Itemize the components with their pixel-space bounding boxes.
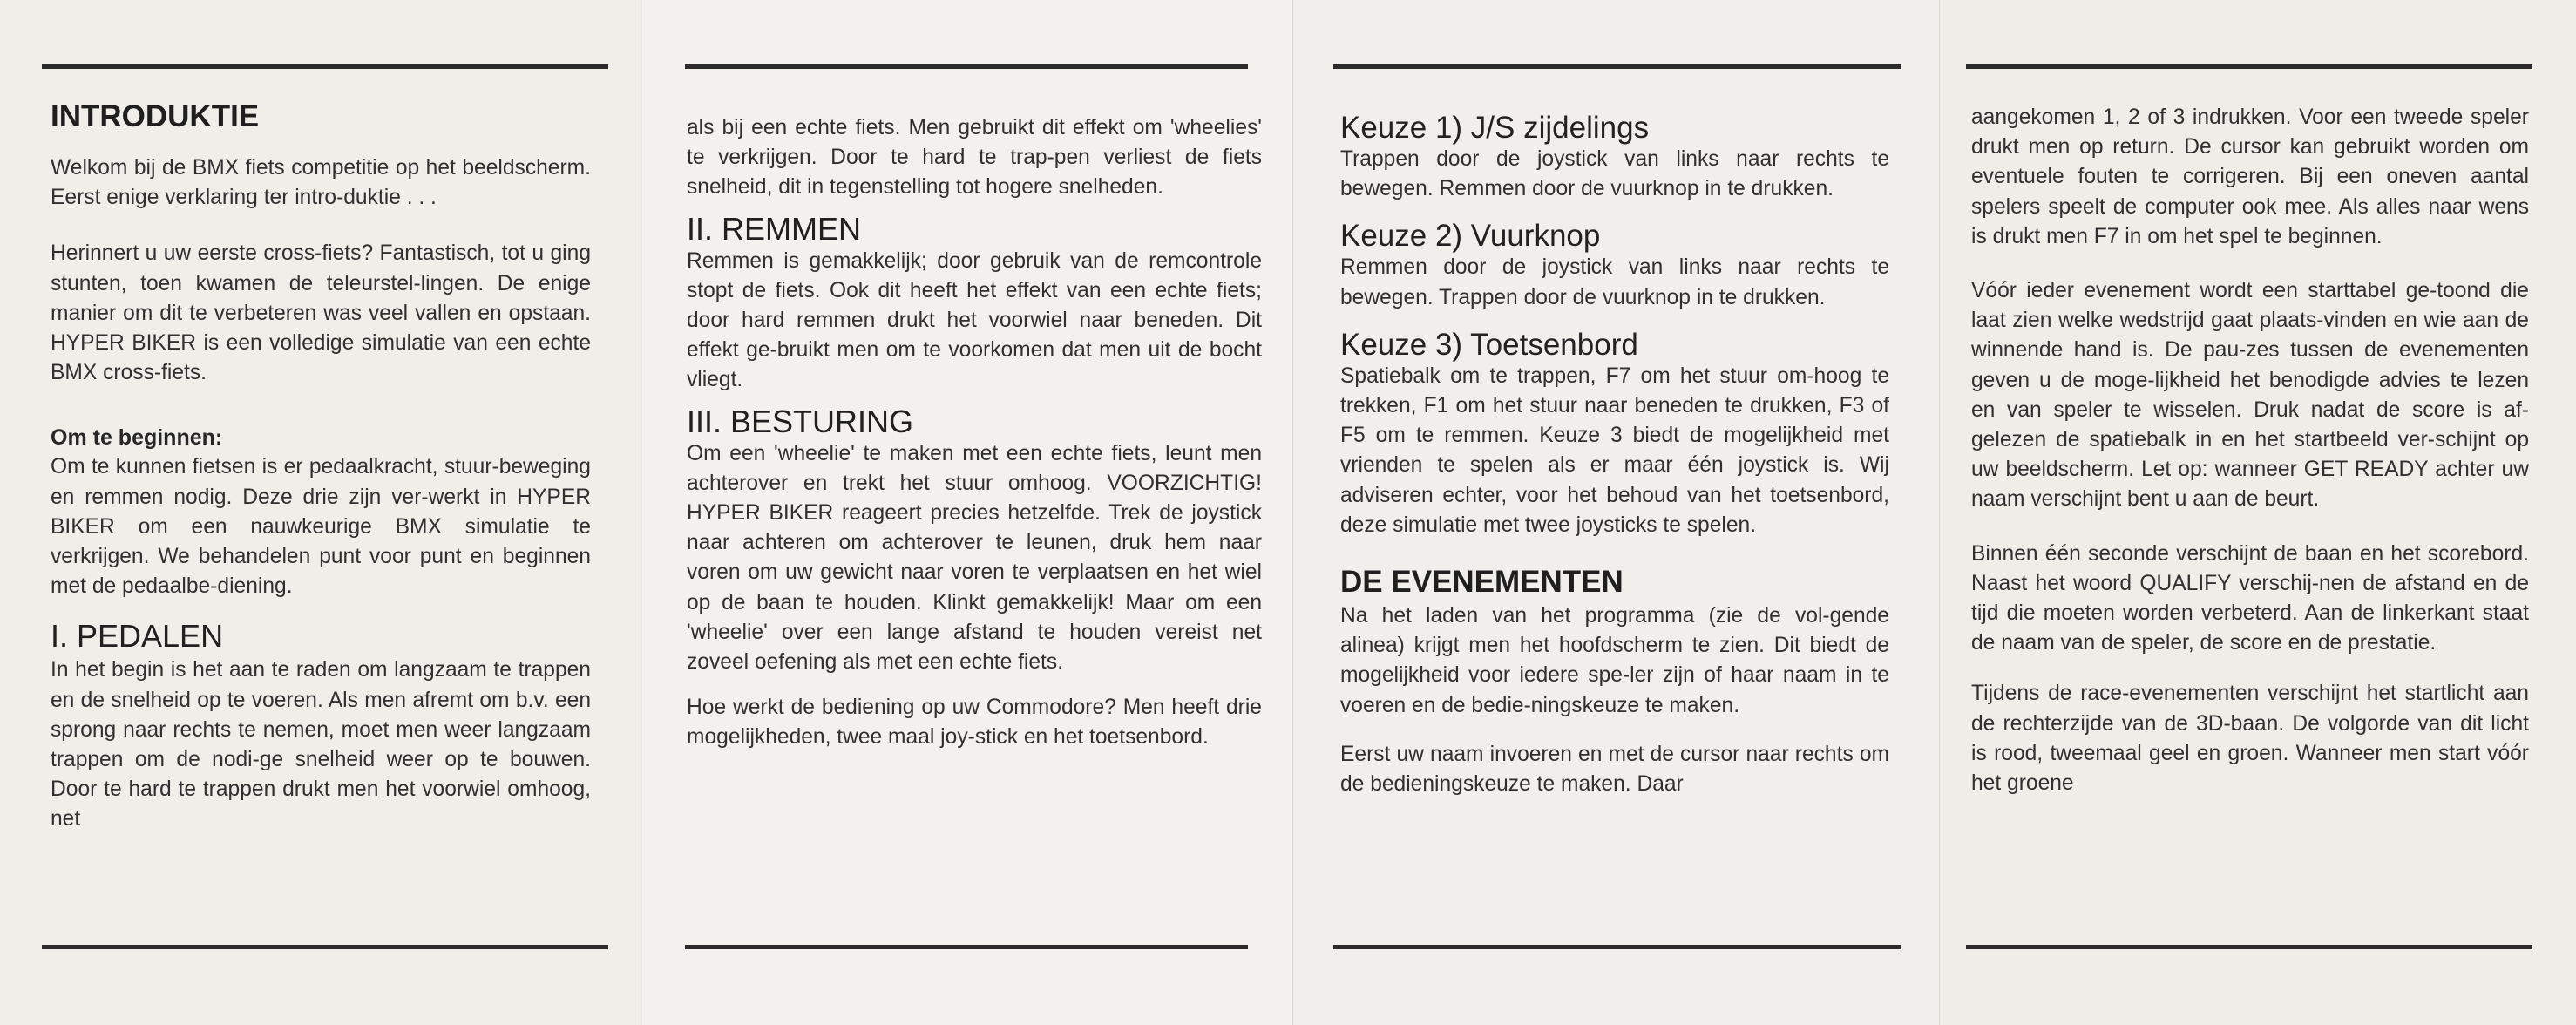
start-table-paragraph: Vóór ieder evenement wordt een starttabel ge-toond die laat zien welke wedstrijd gaat plaats-vinden en wie aan de winnende hand is. De pau-zes tussen de evenementen geven u de moge-lijkheid het benodigde advies te lezen en van speler te wisselen. Druk nadat de score is af-gelezen de spatiebalk in en het startbeeld ver-schijnt op uw beeldscherm. Let op: wanneer GET READY achter uw naam verschijnt bent u aan de beurt. — [1971, 279, 2529, 512]
fold-line — [641, 0, 643, 1025]
bottom-rule — [685, 945, 1248, 949]
option-1-title: Keuze 1) J/S zijdelings — [1340, 111, 1650, 145]
getting-started-paragraph: Om te kunnen fietsen is er pedaalkracht, stuur-beweging en remmen nodig. Deze drie zijn ver-werkt in HYPER BIKER om een nauwkeurige BMX simulatie te verkrijgen. We behandelen punt voor punt en beginnen met de pedaalbe-diening. — [51, 455, 591, 599]
intro-paragraph: Welkom bij de BMX fiets competitie op het beeldscherm. Eerst enige verklaring ter intro-duktie . . . — [51, 156, 591, 210]
bottom-rule — [42, 945, 608, 949]
top-rule — [42, 64, 608, 69]
panel-2-content — [687, 113, 1262, 753]
events-paragraph-1: Na het laden van het programma (zie de vol-gende alinea) krijgt men het hoofdscherm te zien. Dit biedt de mogelijkheid voor iedere spe-ler zijn of haar naam in te voeren en de bedie-ningskeuze te maken. — [1340, 604, 1889, 717]
fold-line — [1292, 0, 1295, 1025]
events-paragraph-2: Eerst uw naam invoeren en met de cursor naar rechts om de bedieningskeuze te maken. Daar — [1340, 742, 1889, 797]
option-3-title: Keuze 3) Toetsenbord — [1340, 327, 1638, 362]
top-rule — [1966, 64, 2532, 69]
bottom-rule — [1966, 945, 2532, 949]
bottom-rule — [1333, 945, 1901, 949]
remmen-paragraph: Remmen is gemakkelijk; door gebruik van de remcontrole stopt de fiets. Ook dit heeft het effekt van een echte fiets; door hard remmen drukt het voorwiel naar beneden. Dit effekt ge-bruikt men om te voorkomen dat men uit de bocht vliegt. — [687, 248, 1262, 392]
panel-2 — [641, 0, 1293, 1025]
besturing-paragraph: Om een 'wheelie' te maken met een echte fiets, leunt men achterover en trekt het stuur omhoog. VOORZICHTIG! HYPER BIKER reageert precies hetzelfde. Trek de joystick naar achteren om achterover te leunen, druk hem naar voren om uw gewicht naar voren te verplaatsen en het wiel op de baan te houden. Klinkt gemakkelijk! Maar om een 'wheelie' over een lange afstand te houden vereist net zoveel oefening als met een echte fiets. — [687, 441, 1262, 675]
option-3-text: Spatiebalk om te trappen, F7 om het stuur om-hoog te trekken, F1 om het stuur naar beneden te drukken, F3 of F5 om te remmen. Keuze 3 biedt de mogelijkheid met vrienden te spelen als er maar één joystick is. Wij adviseren echter, voor het behoud van het toetsenbord, deze simulatie met twee joysticks te spelen. — [1340, 363, 1889, 537]
option-2-text: Remmen door de joystick van links naar rechts te bewegen. Trappen door de vuurknop in te drukken. — [1340, 255, 1889, 309]
panel-1 — [0, 0, 641, 1025]
intro-heading: INTRODUKTIE — [51, 99, 260, 133]
top-rule — [1333, 64, 1901, 69]
option-2-title: Keuze 2) Vuurknop — [1340, 219, 1601, 254]
pedalen-paragraph: In het begin is het aan te raden om langzaam te trappen en de snelheid op te voeren. Als men afremt om b.v. een sprong naar rechts te nemen, moet men weer langzaam trappen om de nodi-ge snelheid weer op te bouwen. Door te hard te trappen drukt men het voorwiel omhoog, net — [51, 658, 591, 832]
history-paragraph: Herinnert u uw eerste cross-fiets? Fantastisch, tot u ging stunten, toen kwamen de teleurstel-lingen. De enige manier om dit te verbeteren was veel vallen en opstaan. HYPER BIKER is een volledige simulatie van een echte BMX cross-fiets. — [51, 241, 591, 385]
controls-paragraph: aangekomen 1, 2 of 3 indrukken. Voor een tweede speler drukt men op return. De cursor kan gebruikt worden om eventuele fouten te corrigeren. Bij een oneven aantal spelers speelt de computer ook mee. Als alles naar wens is drukt men F7 in om het spel te beginnen. — [1971, 105, 2529, 248]
besturing-title: III. BESTURING — [687, 403, 914, 439]
panel-1-content — [51, 98, 591, 835]
scoreboard-paragraph: Binnen één seconde verschijnt de baan en het scorebord. Naast het woord QUALIFY verschij-nen de afstand en de tijd die moeten worden verbeterd. Aan de linkerkant staat de naam van de speler, de score en de prestatie. — [1971, 541, 2529, 655]
commodore-paragraph: Hoe werkt de bediening op uw Commodore? Men heeft drie mogelijkheden, twee maal joy-stick en het toetsenbord. — [687, 696, 1262, 750]
start-light-paragraph: Tijdens de race-evenementen verschijnt het startlicht aan de rechterzijde van de 3D-baan. De volgorde van dit licht is rood, tweemaal geel en groen. Wanneer men start vóór het groene — [1971, 682, 2529, 796]
fold-line — [1939, 0, 1942, 1025]
panel-4-content — [1971, 103, 2529, 798]
wheelie-paragraph: als bij een echte fiets. Men gebruikt dit effekt om 'wheelies' te verkrijgen. Door te hard te trap-pen verliest de fiets snelheid, dit in tegenstelling tot hogere snelheden. — [687, 116, 1262, 200]
panel-4 — [1940, 0, 2576, 1025]
panel-3 — [1293, 0, 1940, 1025]
panel-3-content — [1340, 112, 1889, 799]
events-heading: DE EVENEMENTEN — [1340, 565, 1624, 600]
pedalen-title: I. PEDALEN — [51, 618, 224, 655]
option-1-text: Trappen door de joystick van links naar rechts te bewegen. Remmen door de vuurknop in te drukken. — [1340, 147, 1889, 201]
top-rule — [685, 64, 1248, 69]
getting-started-subhead: Om te beginnen: — [51, 425, 223, 451]
remmen-title: II. REMMEN — [687, 210, 862, 247]
